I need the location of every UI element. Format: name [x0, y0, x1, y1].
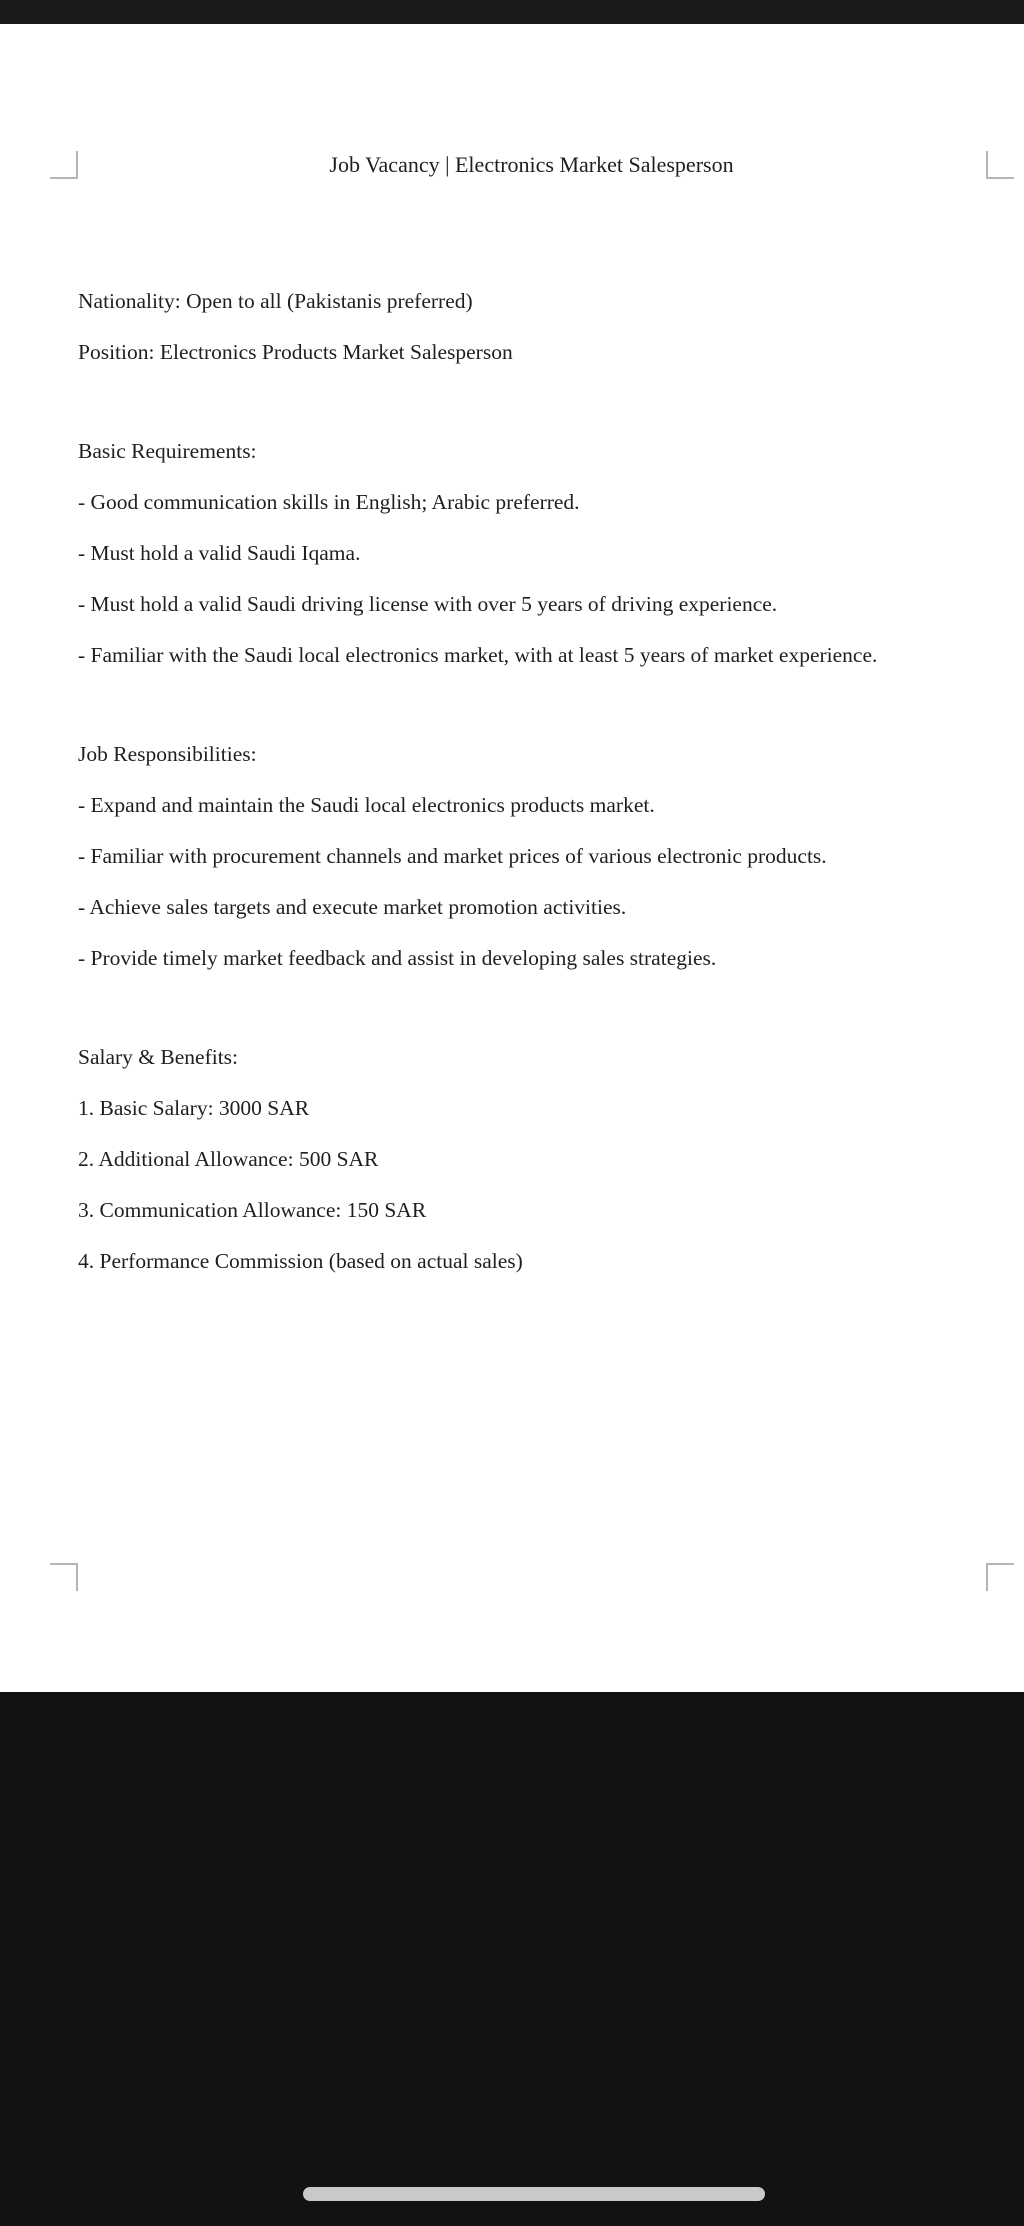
- top-status-strip: [0, 0, 1024, 24]
- document-body: [78, 276, 998, 1287]
- responsibilities-heading: Job Responsibilities:: [78, 742, 257, 766]
- responsibility-item: - Provide timely market feedback and assist in developing sales strategies.: [78, 946, 717, 970]
- benefits-heading: Salary & Benefits:: [78, 1045, 239, 1069]
- paragraph-gap: [78, 984, 998, 1032]
- benefit-item: 4. Performance Commission (based on actual sales): [78, 1249, 523, 1273]
- position-line: Position: Electronics Products Market Salesperson: [78, 340, 513, 364]
- nationality-line: Nationality: Open to all (Pakistanis preferred): [78, 289, 473, 313]
- responsibility-item: - Familiar with procurement channels and market prices of various electronic products.: [78, 844, 827, 868]
- paragraph-gap: [78, 378, 998, 426]
- document-title: Job Vacancy | Electronics Market Salesperson: [329, 152, 734, 177]
- paragraph-gap: [78, 681, 998, 729]
- responsibility-item: - Achieve sales targets and execute market promotion activities.: [78, 895, 627, 919]
- requirement-item: - Good communication skills in English; Arabic preferred.: [78, 490, 580, 514]
- margin-corner-bottom-left: [50, 1563, 78, 1591]
- benefit-item: 2. Additional Allowance: 500 SAR: [78, 1147, 379, 1171]
- requirement-item: - Must hold a valid Saudi Iqama.: [78, 541, 361, 565]
- requirements-heading: Basic Requirements:: [78, 439, 257, 463]
- responsibility-item: - Expand and maintain the Saudi local electronics products market.: [78, 793, 655, 817]
- home-indicator-bar[interactable]: [303, 2187, 765, 2201]
- benefit-item: 3. Communication Allowance: 150 SAR: [78, 1198, 427, 1222]
- requirement-item: - Familiar with the Saudi local electronics market, with at least 5 years of market experience.: [78, 643, 878, 667]
- requirement-item: - Must hold a valid Saudi driving license with over 5 years of driving experience.: [78, 592, 778, 616]
- margin-corner-bottom-right: [986, 1563, 1014, 1591]
- benefit-item: 1. Basic Salary: 3000 SAR: [78, 1096, 310, 1120]
